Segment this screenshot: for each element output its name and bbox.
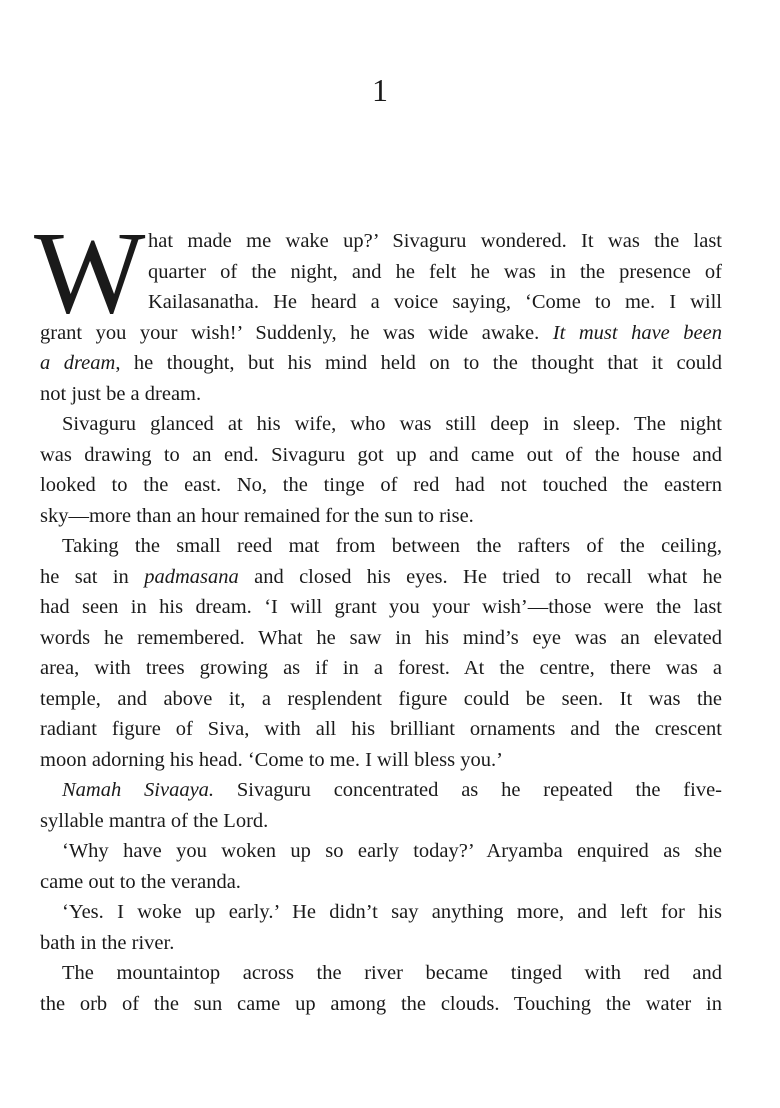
text-line: [40, 470, 722, 501]
text-line: [40, 409, 722, 440]
paragraph: [40, 836, 722, 897]
text-line: [40, 440, 722, 471]
text-segment: was drawing to an end. Sivaguru got up and came out of the house and: [40, 443, 722, 466]
paragraph: [40, 409, 722, 531]
text-segment: Kailasanatha. He heard a voice saying, ‘Come to me. I will: [148, 291, 722, 314]
text-line: [40, 623, 722, 654]
text-line: [40, 348, 722, 379]
text-line: [40, 684, 722, 715]
text-line: [40, 928, 722, 959]
drop-cap: W: [34, 207, 146, 338]
paragraph: [40, 775, 722, 836]
text-segment: not just be a dream.: [40, 382, 202, 405]
text-segment: The mountaintop across the river became tinged with red and: [62, 962, 722, 985]
chapter-body-text: [40, 226, 722, 1019]
text-segment: ‘Yes. I woke up early.’ He didn’t say anything more, and left for his: [62, 901, 722, 924]
text-line: [40, 867, 722, 898]
text-segment: he sat in: [40, 565, 145, 588]
text-segment: sky—more than an hour remained for the sun to rise.: [40, 504, 474, 527]
text-segment: words he remembered. What he saw in his mind’s eye was an elevated: [40, 626, 722, 649]
text-segment: Sivaguru glanced at his wife, who was still deep in sleep. The night: [62, 413, 722, 436]
text-segment: bath in the river.: [40, 931, 175, 954]
text-line: [40, 318, 722, 349]
text-segment: Sivaguru concentrated as he repeated the five-: [214, 779, 723, 802]
text-segment: temple, and above it, a resplendent figure could be seen. It was the: [40, 687, 722, 710]
text-line: [40, 379, 722, 410]
paragraph: [40, 226, 722, 409]
text-segment: hat made me wake up?’ Sivaguru wondered. It was the last: [148, 230, 722, 252]
text-line: [40, 531, 722, 562]
text-line: [40, 897, 722, 928]
paragraph: [40, 958, 722, 1019]
paragraph: [40, 897, 722, 958]
paragraph: [40, 531, 722, 775]
italic-text: a dream: [40, 352, 116, 375]
text-line: [40, 836, 722, 867]
text-segment: moon adorning his head. ‘Come to me. I will bless you.’: [40, 748, 503, 771]
text-segment: looked to the east. No, the tinge of red had not touched the eastern: [40, 474, 722, 497]
text-segment: grant you your wish!’ Suddenly, he was wide awake.: [40, 321, 553, 344]
text-segment: quarter of the night, and he felt he was in the presence of: [148, 260, 722, 283]
text-line: [40, 745, 722, 776]
text-segment: , he thought, but his mind held on to the thought that it could: [115, 352, 722, 375]
text-line: [40, 958, 722, 989]
text-line: [40, 775, 722, 806]
text-segment: the orb of the sun came up among the clouds. Touching the water in: [40, 992, 722, 1015]
text-line: [40, 806, 722, 837]
text-segment: had seen in his dream. ‘I will grant you your wish’—those were the last: [40, 596, 722, 619]
text-line: [40, 714, 722, 745]
text-segment: syllable mantra of the Lord.: [40, 809, 269, 832]
text-line: [40, 653, 722, 684]
text-line: [40, 989, 722, 1020]
italic-text: Namah Sivaaya.: [62, 779, 215, 802]
italic-text: It must have been: [552, 321, 722, 344]
text-segment: ‘Why have you woken up so early today?’ Aryamba enquired as she: [62, 840, 722, 863]
text-line: [40, 257, 722, 288]
text-line: [40, 501, 722, 532]
text-segment: Taking the small reed mat from between the rafters of the ceiling,: [62, 535, 722, 558]
text-line: [40, 562, 722, 593]
text-segment: area, with trees growing as if in a forest. At the centre, there was a: [40, 657, 722, 680]
text-segment: came out to the veranda.: [40, 870, 241, 893]
text-line: [40, 287, 722, 318]
page-number: 1: [372, 72, 388, 108]
text-segment: radiant figure of Siva, with all his brilliant ornaments and the crescent: [40, 718, 722, 741]
italic-text: padmasana: [144, 565, 239, 588]
text-line: [40, 592, 722, 623]
text-line: [40, 226, 722, 257]
text-segment: and closed his eyes. He tried to recall what he: [238, 565, 722, 588]
